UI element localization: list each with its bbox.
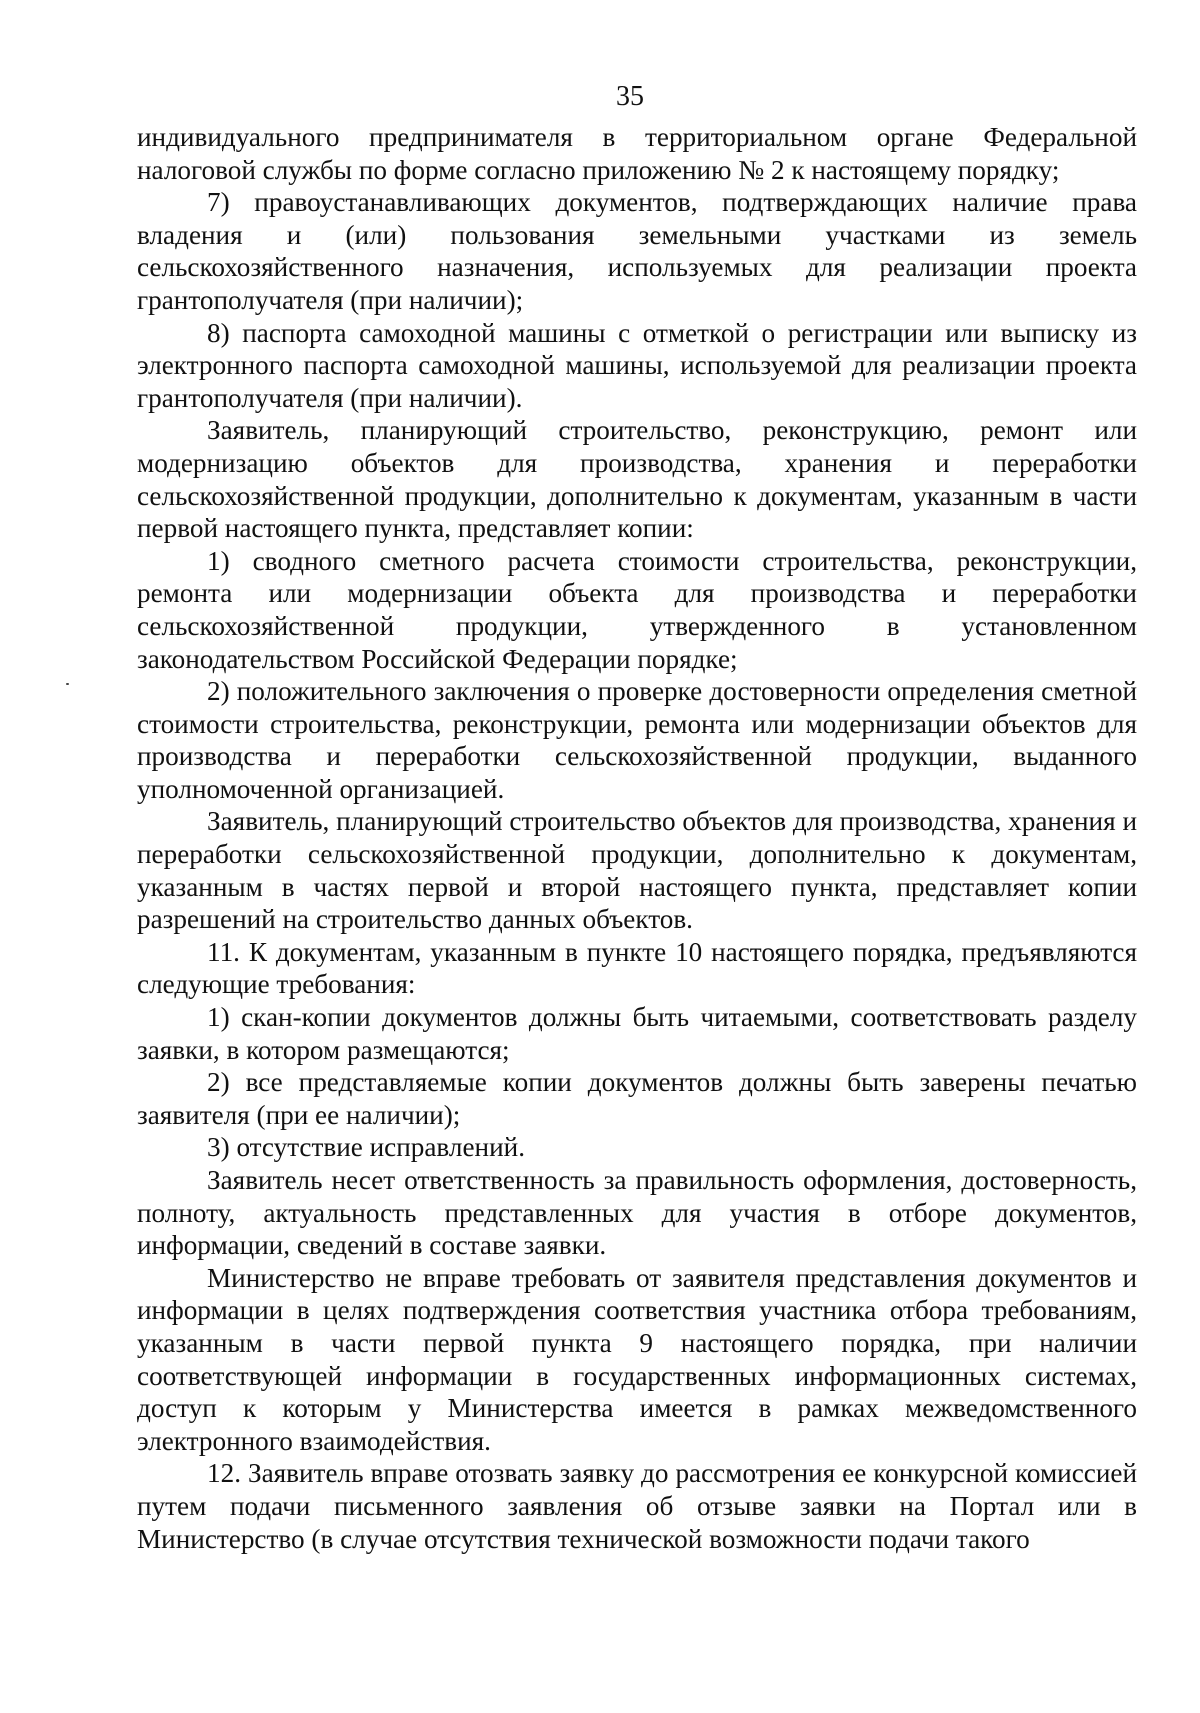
paragraph-ministry-rights: Министерство не вправе требовать от заявителя представления документов и информации в целях подтверждения соответствия участника отбора требованиям, указанным в части первой пункта 9 настоящего порядка, при наличии соответствующей информации в государственных информационных системах, доступ к которым у Министерства имеется в рамках межведомственного электронного взаимодействия. (137, 1262, 1137, 1456)
clause-11: 11. К документам, указанным в пункте 10 настоящего порядка, предъявляются следующие требования: (137, 936, 1137, 1000)
document-body (137, 121, 1137, 1555)
requirement-2: 2) все представляемые копии документов должны быть заверены печатью заявителя (при ее наличии); (137, 1067, 1137, 1130)
requirement-1: 1) скан-копии документов должны быть читаемыми, соответствовать разделу заявки, в котором размещаются; (137, 1002, 1137, 1065)
paragraph-continuation: индивидуального предпринимателя в территориальном органе Федеральной налоговой службы по форме согласно приложению № 2 к настоящему порядку; (137, 122, 1137, 185)
paragraph-applicant-responsibility: Заявитель несет ответственность за правильность оформления, достоверность, полноту, актуальность представленных для участия в отборе документов, информации, сведений в составе заявки. (137, 1165, 1137, 1261)
list-item-1-estimate: 1) сводного сметного расчета стоимости строительства, реконструкции, ремонта или модернизации объекта для производства и переработки сельскохозяйственной продукции, утвержденного в установленном законодательством Российской Федерации порядке; (137, 545, 1137, 674)
list-item-7: 7) правоустанавливающих документов, подтверждающих наличие права владения и (или) пользования земельными участками из земель сельскохозяйственного назначения, используемых для реализации проекта грантополучателя (при наличии); (137, 187, 1137, 315)
paragraph-construction-applicant: Заявитель, планирующий строительство, реконструкцию, ремонт или модернизацию объектов для производства, хранения и переработки сельскохозяйственной продукции, дополнительно к документам, указанным в части первой настоящего пункта, представляет копии: (137, 415, 1137, 544)
paragraph-building-permits: Заявитель, планирующий строительство объектов для производства, хранения и переработки сельскохозяйственной продукции, дополнительно к документам, указанным в частях первой и второй настоящего пункта, представляет копии разрешений на строительство данных объектов. (137, 806, 1137, 935)
requirement-3: 3) отсутствие исправлений. (207, 1132, 525, 1163)
page-number: 35 (616, 81, 644, 112)
scan-speck (66, 683, 69, 685)
clause-12: 12. Заявитель вправе отозвать заявку до рассмотрения ее конкурсной комиссией путем подачи письменного заявления об отзыве заявки на Портал или в Министерство (в случае отсутствия технической возможности подачи такого (137, 1458, 1137, 1554)
list-item-8: 8) паспорта самоходной машины с отметкой о регистрации или выписку из электронного паспорта самоходной машины, используемой для реализации проекта грантополучателя (при наличии). (137, 317, 1137, 413)
list-item-2-expert-opinion: 2) положительного заключения о проверке достоверности определения сметной стоимости строительства, реконструкции, ремонта или модернизации объектов для производства и переработки сельскохозяйственной продукции, выданного уполномоченной организацией. (137, 676, 1137, 804)
